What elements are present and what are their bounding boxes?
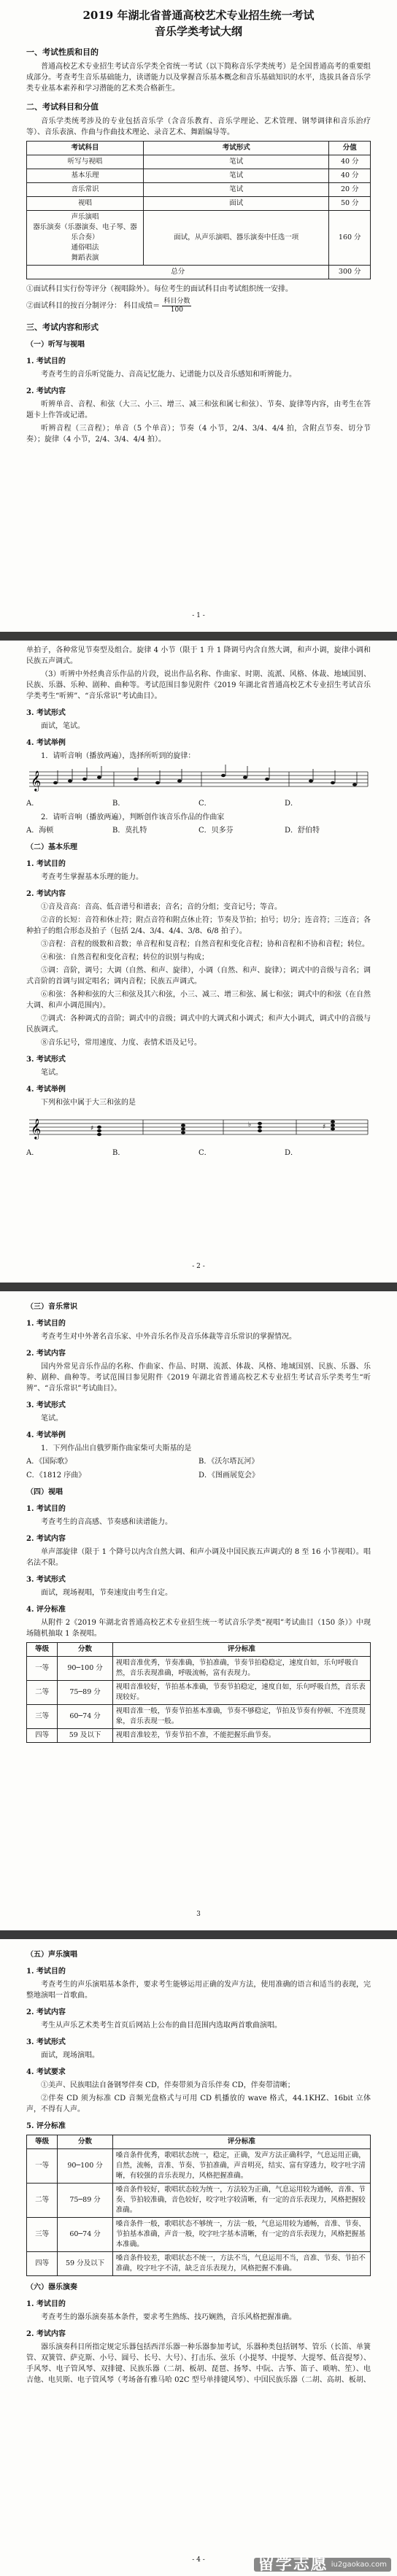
table-header: 评分标准 (112, 2135, 370, 2149)
table-cell: 基本乐理 (27, 169, 144, 183)
item-heading: 4. 考试举例 (26, 1431, 66, 1439)
paragraph: 听辨音程（三音程）；单音（5 个单音）；节奏（4 小节，2/4、3/4、4/4 拍，含附点节奏、切分节奏）；旋律（4 小节，2/4、3/4、4/4 拍）。 (26, 425, 371, 444)
paragraph: 面试，笔试。 (41, 722, 85, 730)
item-heading: 2. 考试内容 (26, 890, 66, 898)
sharp-icon: ♯ (323, 1123, 326, 1131)
paragraph: 考查考生掌握基本乐理的能力。 (41, 873, 143, 881)
item-heading: 1. 考试目的 (26, 357, 66, 365)
item-heading: 1. 考试目的 (26, 1968, 66, 1976)
paragraph: 考查考生的音高感、节奏感和读谱能力。 (41, 1518, 172, 1526)
table-header: 等级 (27, 1643, 58, 1657)
document-page-4 (0, 1939, 397, 2576)
formula-fraction (162, 298, 191, 314)
table-row (27, 155, 371, 169)
subsection-heading: （二）基本乐理 (26, 843, 77, 851)
paragraph: 器乐演奏科目所指定规定乐器包括西洋乐器一种乐器参加考试，乐器种类包括钢琴、管乐（长笛、单簧管、双簧管、萨克斯、小号、圆号、长号、大号）、打击乐、弦乐（小提琴、中提琴、大提琴、低音提琴）、手风琴、电子管风琴、双排键、民族乐器（二胡、板胡、琵琶、扬琴、中阮、古筝、笛子、唢呐、笙）、电吉他、电贝斯、电子管风琴（考场备有雅马哈 02C 型号单排键风琴）、中国民族乐器（二胡、高胡、板胡、 (26, 2343, 371, 2384)
table-row (27, 197, 371, 211)
page-number: - 4 - (192, 2556, 205, 2564)
list-item: ②音的长短：音符和休止符；附点音符和附点休止符；节奏及节拍；拍号；切分；连音符；三连音；各种拍子的组合形态及拍子（包括 2/4、3/4、4/4、3/8、6/8 拍子）。 (26, 916, 371, 935)
page-number: - 2 - (192, 1263, 205, 1270)
question-label: 下列和弦中属于大三和弦的是 (41, 1099, 136, 1107)
document-subtitle: 音乐学类考试大纲 (154, 25, 242, 38)
question-label: 2．请听音响（播放两遍），判断创作该音乐作品的作曲家 (41, 813, 225, 821)
section-heading: 一、考试性质和目的 (26, 47, 99, 57)
paragraph: 音乐学类统考涉及的专业包括音乐学（含音乐教育、音乐学理论、艺术管理、钢琴调律和音乐治疗等）、音乐表演、作曲与作曲技术理论、录音艺术、舞蹈编导等。 (26, 117, 371, 136)
table-cell: 面试，从声乐演唱、器乐演奏中任选一项 (144, 211, 329, 266)
table-cell: 视唱 (27, 197, 144, 211)
table-cell: 嗓音条件较好，歌唱状态较为统一，方法较为正确，气息运用较为通畅，音准、节奏、节拍较准确，音色较好，咬字吐字较清晰，有一定的音乐表现力，风格把握较准确。 (112, 2184, 370, 2218)
table-cell: 笔试 (144, 183, 329, 197)
paragraph: 考生从声乐艺术类考生首页后网站上公布的曲目范围内选取两首歌曲演唱。 (41, 2022, 282, 2030)
answer-options (26, 1456, 371, 1467)
section-heading: 二、考试科目和分值 (26, 102, 99, 112)
table-row (27, 1729, 371, 1743)
item-heading: 1. 考试目的 (26, 860, 66, 868)
subsection-heading: （三）音乐常识 (26, 1303, 77, 1311)
option-b[interactable]: B． (112, 1149, 126, 1157)
option-d[interactable]: D．舒伯特 (285, 827, 320, 835)
paragraph: 单声部旋律（限于 1 个降号以内含自然大调、和声小调及中国民族五声调式的 8 至 16 小节视唱）。唱名法不限。 (26, 1548, 371, 1567)
option-c[interactable]: C． (198, 800, 212, 808)
table-cell: 300 分 (329, 266, 371, 279)
table-cell: 视唱音准优秀，节奏准确，节拍准确，节奏节拍稳稳定，速度自如，乐句呼吸自然，音乐表现准确，呼吸流畅，富有表现力。 (112, 1657, 370, 1681)
table-header: 考试科目 (27, 142, 144, 155)
note (26, 298, 371, 314)
table-cell: 嗓音条件较差，歌唱状态不统一，方法不当，气息运用不当，音准、节奏、节拍不准确，咬字吐字不清，缺乏音乐表现力，风格把握不准确。 (112, 2252, 370, 2276)
document-page-1 (0, 0, 397, 632)
option-d[interactable]: D． (285, 800, 298, 808)
paragraph: 考查考生对中外著名音乐家、中外音乐名作及音乐体裁等音乐常识的掌握情况。 (41, 1333, 296, 1341)
table-cell: 60─74 分 (58, 1705, 112, 1729)
table-cell: 视唱音准一般，节奏节拍基本准确，节奏不够稳定，节拍及节奏有停顿、不连贯现象，音乐表现一般。 (112, 1705, 370, 1729)
table-header: 分值 (329, 142, 371, 155)
subsection-heading: （四）视唱 (26, 1488, 63, 1496)
table-header: 考试形式 (144, 142, 329, 155)
table-cell: 声乐演唱 器乐演奏（乐器演奏、电子琴、器乐合奏） 通俗唱法 舞蹈表演 (27, 211, 144, 266)
table-cell: 一等 (27, 1657, 58, 1681)
table-cell: 59 及以下 (58, 1729, 112, 1743)
item-heading: 2. 考试内容 (26, 1350, 66, 1358)
document-page-2 (0, 641, 397, 1283)
table-row (27, 1705, 371, 1729)
option-a[interactable]: A．《国际歌》 (26, 1458, 72, 1466)
flat-icon: ♭ (248, 1121, 252, 1129)
answer-options (26, 1148, 371, 1159)
table-cell: 一等 (27, 2149, 58, 2184)
section-heading: 三、考试内容和形式 (26, 322, 99, 332)
option-a[interactable]: A． (26, 1149, 39, 1157)
watermark-logo (254, 2558, 391, 2572)
option-d[interactable]: D．《图画展览会》 (198, 1471, 260, 1480)
table-cell: 四等 (27, 1729, 58, 1743)
table-row (27, 183, 371, 197)
table-cell: 75─89 分 (58, 2184, 112, 2218)
answer-options (26, 798, 371, 809)
paragraph: 国内外常见音乐作品的名称、作曲家、作品、时期、流派、体裁、风格、地域国别、民族、乐器、乐种、剧种、曲种等。考试范围目参见附件《2019 年湖北省普通高校艺术专业招生考试音乐学类考生“听辨”、“音乐常识”考试曲目》。 (26, 1363, 371, 1393)
paragraph: 面试，现场演唱。 (41, 2051, 99, 2059)
table-row (27, 1681, 371, 1705)
item-heading: 4. 考试举例 (26, 1086, 66, 1094)
table-cell: 59 分及以下 (58, 2252, 112, 2276)
table-cell: 90─100 分 (58, 1657, 112, 1681)
option-b[interactable]: B．莫扎特 (112, 827, 147, 835)
paragraph: 普通高校艺术专业招生考试音乐学类全省统一考试（以下简称音乐学类统考）是全国普通高考的重要组成部分。考查考生音乐基础能力，读谱能力以及掌握音乐基本概念和音乐基础知识的水平，选拔具备音乐学类专业基本素养和学习潜能的艺术类合格新生。 (26, 63, 371, 93)
treble-clef-icon: 𝄞 (31, 1118, 42, 1139)
table-cell: 视唱音准较差，节奏节拍不准，不能把握乐曲节奏。 (112, 1729, 370, 1743)
question-label: 1．请听音响（播放两遍），选择所听到的旋律： (41, 752, 196, 760)
item-heading: 2. 考试内容 (26, 1535, 66, 1543)
option-c[interactable]: C．《1812 序曲》 (26, 1471, 86, 1480)
paragraph: 听辨单音、音程、和弦（大三、小三、增三、减三和弦和属七和弦）、节奏、旋律等内容，由考生在答题卡上作答或记谱。 (26, 401, 371, 419)
list-item: ⑦调式：各种调式的音阶；调式中的音级；调式中的大调式和小调式；和声大小调式，调式中的音级与民族调式。 (26, 1015, 371, 1034)
table-cell: 视唱音准较好，节拍基本准确，节奏节拍稳定，速度自如，乐句呼吸自然，音乐表现较好。 (112, 1681, 370, 1705)
paragraph: （3）听辨中外经典音乐作品的片段，说出作品名称、作曲家、时期、流派、风格、体裁、地域国别、民族、乐器、乐种、剧种、曲种等。考试范围目参见附件《2019 年湖北省普通高校艺术专业招生考试音乐学类考生“听辨”、“音乐常识”考试曲目》。 (26, 670, 371, 700)
item-heading: 2. 考试内容 (26, 387, 66, 395)
table-cell: 90─100 分 (58, 2149, 112, 2184)
table-cell: 二等 (27, 2184, 58, 2218)
table-cell: 75─89 分 (58, 1681, 112, 1705)
paragraph: 面试，现场视唱，节奏速度由考生自定。 (41, 1589, 172, 1597)
table-header: 分数 (58, 2135, 112, 2149)
table-cell: 嗓音条件一般，歌唱状态不够统一，方法一般，气息运用较为通畅，音准、节奏、节拍基本准确，声音一般，咬字吐字基本清晰，有一定的音乐表现力，风格把握基本准确。 (112, 2218, 370, 2252)
table-row (27, 2218, 371, 2252)
table-cell: 听写与视唱 (27, 155, 144, 169)
watermark-url: iu2gaokao.com (331, 2561, 387, 2569)
table-cell: 二等 (27, 1681, 58, 1705)
option-c[interactable]: C．贝多芬 (198, 827, 234, 835)
answer-options (26, 825, 371, 836)
table-cell: 总分 (27, 266, 329, 279)
table-notes (26, 284, 371, 314)
item-heading: 3. 考试形式 (26, 1576, 66, 1584)
document-page-3 (0, 1291, 397, 1930)
item-heading: 2. 考试内容 (26, 2330, 66, 2338)
watermark-brand: 留学志愿 (258, 2556, 328, 2574)
note: ①面试科目实行份等评分（视唱除外）。每位考生的面试科目由考试组织统一安排。 (26, 285, 293, 293)
table-row (27, 211, 371, 266)
option-c[interactable]: C． (198, 1149, 212, 1157)
subjects-table (26, 141, 371, 279)
answer-options (26, 1470, 371, 1481)
music-staff-melody (26, 765, 371, 794)
table-cell: 音乐常识 (27, 183, 144, 197)
table-cell: 40 分 (329, 155, 371, 169)
table-cell: 面试 (144, 197, 329, 211)
table-row (27, 2252, 371, 2276)
subsection-heading: （六）器乐演奏 (26, 2283, 77, 2291)
table-cell: 50 分 (329, 197, 371, 211)
table-cell: 笔试 (144, 155, 329, 169)
vocal-scoring-table (26, 2135, 371, 2276)
list-item: ③音程：音程的级数和音数；单音程和复音程；自然音程和变化音程；协和音程和不协和音程；转位。 (41, 940, 369, 948)
table-cell: 嗓音条件优秀，歌唱状态统一，稳定，正确，发声方法正确科学，气息运用正确，自然，流畅，音准、节奏、节拍准确，声音明亮，结实、富有穿透力，咬字吐字清晰，有较强的音乐表现力，风格把握准确。 (112, 2149, 370, 2184)
table-row (27, 2184, 371, 2218)
table-row (27, 266, 371, 279)
table-cell: 三等 (27, 2218, 58, 2252)
item-heading: 4. 考试举例 (26, 739, 66, 747)
treble-clef-icon: 𝄞 (31, 770, 42, 791)
paragraph: 考查考生的声乐演唱基本条件，要求考生能够运用正确的发声方法，使用准确的语言和适当的表现，完整地演唱一首歌曲。 (26, 1981, 371, 2000)
table-row (27, 2149, 371, 2184)
item-heading: 5. 评分标准 (26, 2122, 66, 2130)
table-cell: 160 分 (329, 211, 371, 266)
paragraph: 笔试。 (41, 1069, 63, 1077)
list-item: ①音及音高：音高、低音谱号和谱表；音名；音的分组；变音记号；等音。 (41, 903, 282, 911)
list-item: ⑧音乐记号，常用速度、力度、表情术语及记号。 (41, 1039, 201, 1047)
sight-singing-scoring-table (26, 1642, 371, 1743)
option-b[interactable]: B． (112, 800, 126, 808)
option-a[interactable]: A．海顿 (26, 827, 54, 835)
table-cell: 60─74 分 (58, 2218, 112, 2252)
sharp-icon: ♯ (90, 1125, 94, 1132)
table-cell: 笔试 (144, 169, 329, 183)
option-d[interactable]: D． (285, 1149, 298, 1157)
formula-numerator: 科目分数 (163, 298, 190, 305)
item-heading: 1. 考试目的 (26, 1505, 66, 1513)
item-heading: 1. 考试目的 (26, 2300, 66, 2308)
item-heading: 3. 考试形式 (26, 1056, 66, 1064)
paragraph: 笔试。 (41, 1415, 63, 1423)
paragraph: 单拍子，各种常见节奏型及组合。旋律 4 小节（限于 1 升 1 降调号内含自然大调，和声小调，旋律小调和民族五声调式。 (26, 646, 371, 665)
page-number: 3 (196, 1911, 201, 1918)
document-title: 2019 年湖北省普通高校艺术专业招生统一考试 (82, 9, 315, 22)
list-item: ④和弦：自然音程和变化音程；转位的识别与构成； (41, 954, 209, 962)
item-heading: 4. 评分标准 (26, 1606, 66, 1614)
formula-denominator: 100 (170, 306, 183, 314)
table-cell: 20 分 (329, 183, 371, 197)
paragraph: 考查考生的音乐听觉能力、音高记忆能力、记谱能力以及音乐感知和听辨能力。 (41, 371, 296, 379)
item-heading: 4. 考试要求 (26, 2068, 66, 2076)
item-heading: 3. 考试形式 (26, 1401, 66, 1409)
table-row (27, 1657, 371, 1681)
table-cell: 三等 (27, 1705, 58, 1729)
list-item: ⑥和弦：各种和弦的大三和弦及其六和弦，小三、减三、增三和弦、属七和弦；调式中的和弦（在自然大调、和声小调范围内）。 (26, 991, 371, 1010)
item-heading: 1. 考试目的 (26, 1320, 66, 1328)
table-row (27, 169, 371, 183)
subsection-heading: （一）听写与视唱 (26, 341, 85, 349)
paragraph: ②伴奏 CD 须为标准 CD 音频光盘格式与可用 CD 机播放的 wave 格式，44.1KHZ、16bit 立体声，不得有人声。 (26, 2095, 371, 2113)
page-number: - 1 - (192, 612, 205, 619)
item-heading: 2. 考试内容 (26, 2008, 66, 2016)
table-header: 分数 (58, 1643, 112, 1657)
question-label: 1．下列作品出自俄罗斯作曲家柴可夫斯基的是 (41, 1444, 192, 1453)
formula-left: 科目成绩＝ (123, 302, 161, 310)
table-header: 评分标准 (112, 1643, 370, 1657)
note-text: ②面试科目的按百分制评分： (26, 302, 121, 310)
paragraph: 从附件 2《2019 年湖北省普通高校艺术专业招生统一考试音乐学类“视唱”考试曲目（150 条）》中现场随机抽取 1 条视唱。 (26, 1619, 371, 1638)
subsection-heading: （五）声乐演唱 (26, 1951, 77, 1959)
list-item: ⑤调：音阶，调号；大调（自然、和声、旋律），小调（自然、和声、旋律）；调式中的音级与音名；调式音阶的首调与固定唱名；调内音程；民族五声调式。 (26, 967, 371, 986)
paragraph: ①美声、民族唱法自备钢琴伴奏 CD，伴奏带须为音乐伴奏 CD，伴奏带清晰； (41, 2081, 295, 2089)
music-staff-chords (26, 1111, 371, 1143)
table-cell: 四等 (27, 2252, 58, 2276)
table-header: 等级 (27, 2135, 58, 2149)
paragraph: 考查考生的器乐演奏基本条件，要求考生熟练、技巧娴熟，音乐风格把握准确。 (41, 2313, 296, 2321)
option-a[interactable]: A． (26, 800, 39, 808)
item-heading: 3. 考试形式 (26, 2038, 66, 2046)
table-cell: 40 分 (329, 169, 371, 183)
item-heading: 3. 考试形式 (26, 709, 66, 717)
option-b[interactable]: B．《沃尔塔瓦河》 (198, 1458, 259, 1466)
